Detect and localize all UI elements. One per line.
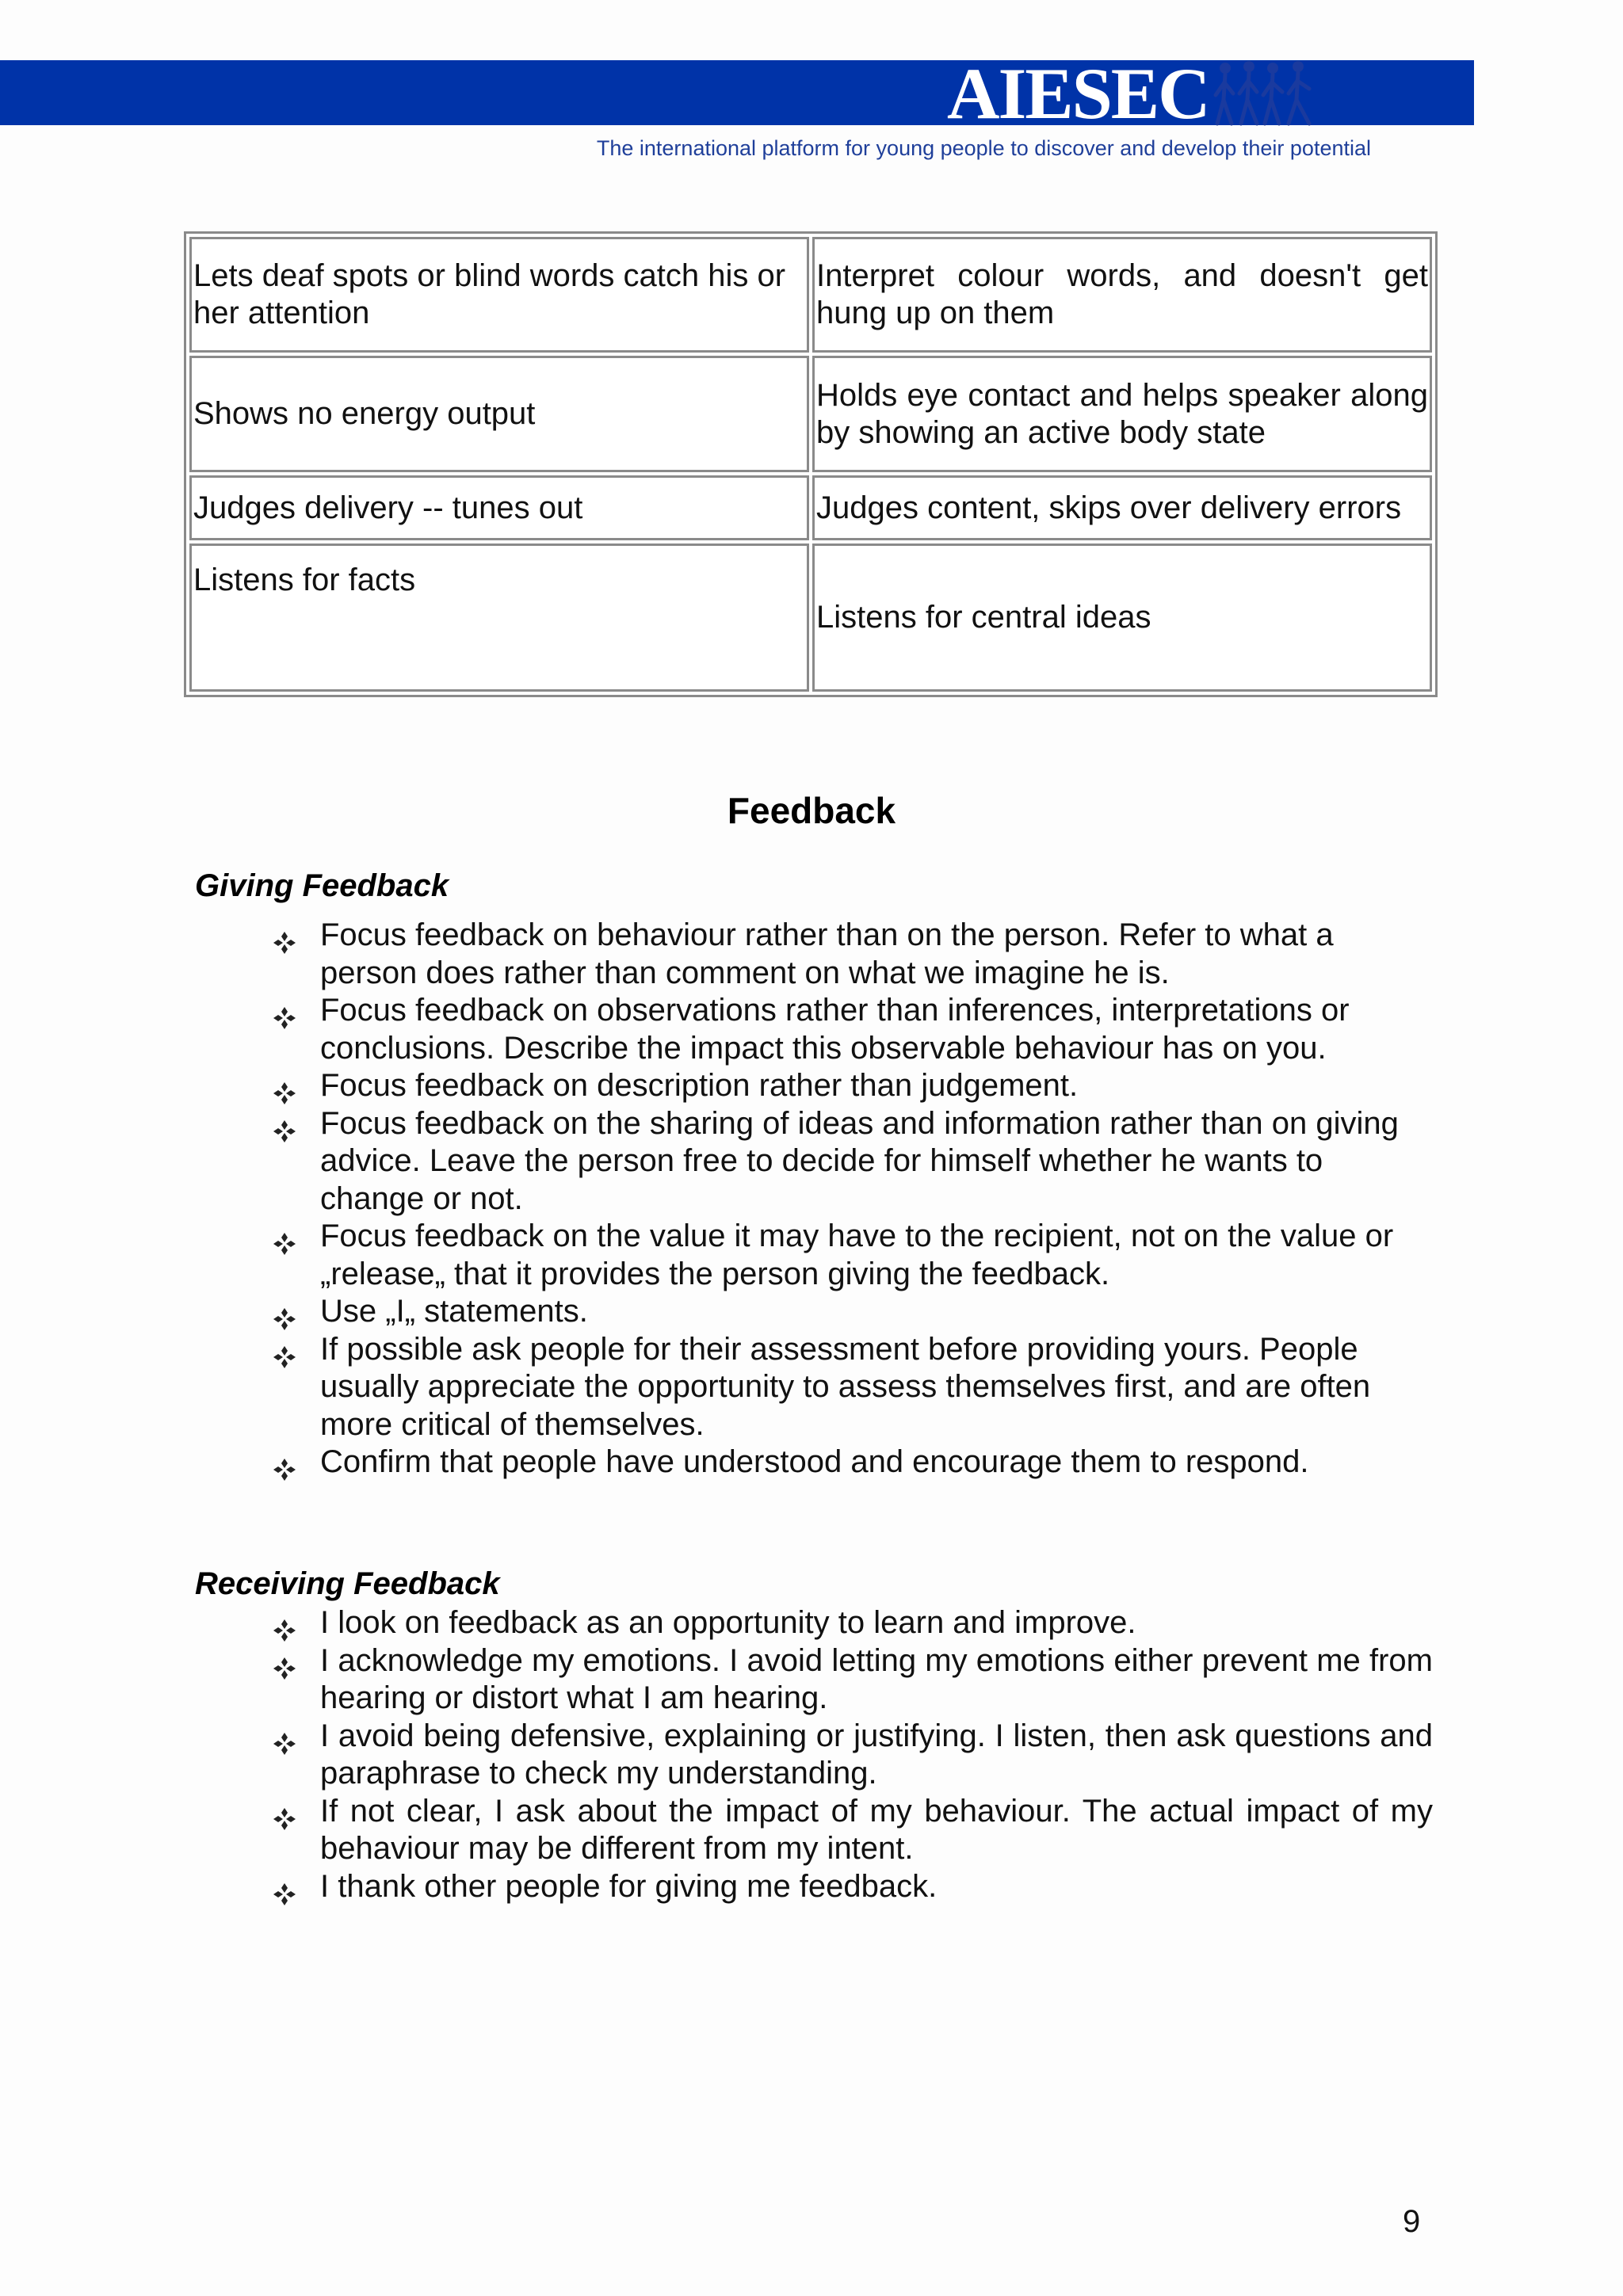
list-item-text: Confirm that people have understood and encourage them to respond. (320, 1444, 1309, 1479)
logo-text: AIESEC (947, 53, 1209, 134)
table-cell-left: Lets deaf spots or blind words catch his or her attention (189, 237, 809, 353)
page-number: 9 (1403, 2204, 1421, 2239)
list-item-text: I thank other people for giving me feedback. (320, 1868, 938, 1904)
list-item (0, 1793, 1433, 1868)
list-item (0, 992, 1433, 1067)
table-cell-left: Shows no energy output (189, 356, 809, 472)
walking-people-icon (1211, 60, 1322, 127)
table-row (189, 475, 1432, 540)
list-item (0, 1218, 1433, 1293)
receiving-feedback-list (0, 1604, 1433, 1905)
list-item (0, 1718, 1433, 1793)
table-row (189, 237, 1432, 353)
table-cell-right: Holds eye contact and helps speaker along by showing an active body state (812, 356, 1432, 472)
list-item-text: If not clear, I ask about the impact of my behaviour. The actual impact of my behaviour may be different from my intent. (320, 1793, 1433, 1866)
four-diamond-bullet-icon (273, 1878, 296, 1901)
four-diamond-bullet-icon (273, 1453, 296, 1477)
table-cell-right: Interpret colour words, and doesn't get hung up on them (812, 237, 1432, 353)
list-item-text: Focus feedback on description rather than judgement. (320, 1068, 1079, 1103)
list-item (0, 1444, 1433, 1482)
four-diamond-bullet-icon (273, 1077, 296, 1100)
table-cell-left: Judges delivery -- tunes out (189, 475, 809, 540)
list-item-text: If possible ask people for their assessment before providing yours. People usually appreciate the opportunity to assess themselves first, and are often more critical of themselves. (320, 1331, 1371, 1442)
list-item (0, 917, 1433, 992)
list-item (0, 1868, 1433, 1906)
listening-comparison-table (184, 231, 1438, 697)
table-cell-left: Listens for facts (189, 543, 809, 692)
list-item-text: Use „I„ statements. (320, 1294, 588, 1329)
four-diamond-bullet-icon (273, 1614, 296, 1638)
list-item-text: Focus feedback on behaviour rather than on the person. Refer to what a person does rather than comment on what we imagine he is. (320, 917, 1334, 990)
four-diamond-bullet-icon (273, 1802, 296, 1826)
list-item (0, 1105, 1433, 1219)
list-item-text: Focus feedback on the value it may have to the recipient, not on the value or „release„ that it provides the person giving the feedback. (320, 1219, 1394, 1291)
receiving-feedback-heading: Receiving Feedback (195, 1566, 500, 1601)
four-diamond-bullet-icon (273, 1652, 296, 1676)
four-diamond-bullet-icon (273, 1302, 296, 1326)
list-item-text: Focus feedback on the sharing of ideas and information rather than on giving advice. Leave the person free to decide for himself whether he wants to change or not. (320, 1105, 1399, 1216)
tagline: The international platform for young people to discover and develop their potential (596, 136, 1371, 160)
four-diamond-bullet-icon (273, 1727, 296, 1751)
table-row (189, 356, 1432, 472)
four-diamond-bullet-icon (273, 926, 296, 950)
list-item-text: Focus feedback on observations rather than inferences, interpretations or conclusions. Describe the impact this observable behaviour has on you. (320, 993, 1350, 1066)
list-item (0, 1642, 1433, 1718)
table-cell-right: Listens for central ideas (812, 543, 1432, 692)
list-item-text: I avoid being defensive, explaining or justifying. I listen, then ask questions and paraphrase to check my understanding. (320, 1718, 1433, 1791)
four-diamond-bullet-icon (273, 1227, 296, 1251)
list-item (0, 1293, 1433, 1331)
table-row (189, 543, 1432, 692)
list-item-text: I acknowledge my emotions. I avoid letting my emotions either prevent me from hearing or distort what I am hearing. (320, 1642, 1433, 1715)
four-diamond-bullet-icon (273, 1341, 296, 1364)
giving-feedback-heading: Giving Feedback (195, 868, 449, 903)
table-cell-right: Judges content, skips over delivery errors (812, 475, 1432, 540)
section-title: Feedback (727, 790, 896, 831)
list-item (0, 1067, 1433, 1105)
list-item-text: I look on feedback as an opportunity to learn and improve. (320, 1605, 1136, 1640)
four-diamond-bullet-icon (273, 1001, 296, 1025)
four-diamond-bullet-icon (273, 1115, 296, 1138)
aiesec-logo (947, 55, 1322, 132)
list-item (0, 1604, 1433, 1642)
list-item (0, 1331, 1433, 1444)
giving-feedback-list (0, 917, 1433, 1482)
